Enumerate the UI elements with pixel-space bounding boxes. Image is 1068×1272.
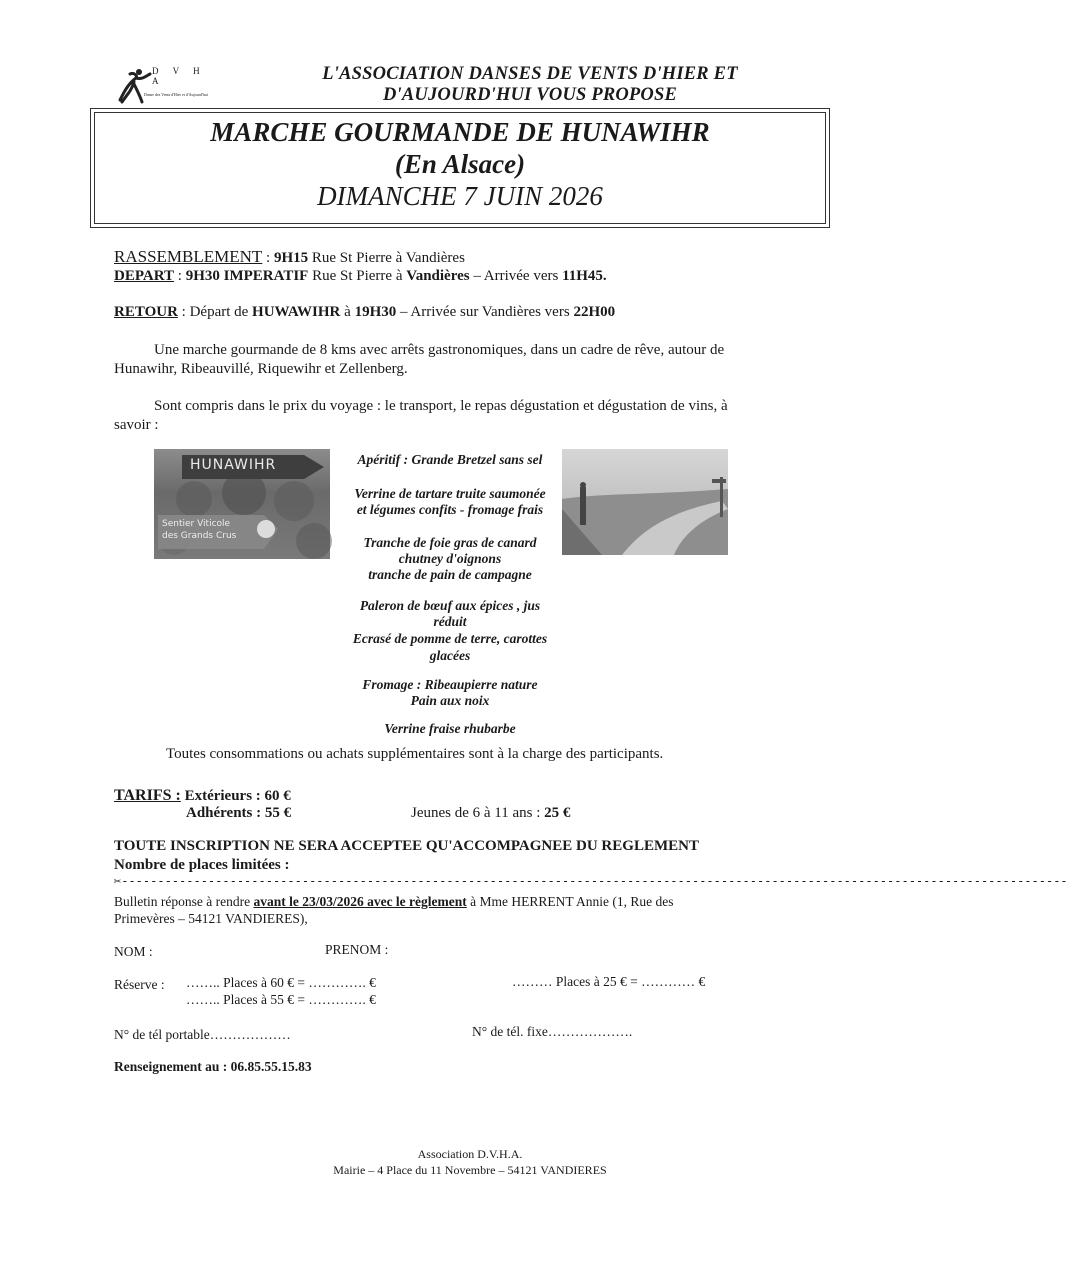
rassemblement-place: Rue St Pierre à Vandières [311,250,465,266]
tarif-exterieurs: Extérieurs : 60 € [184,788,291,804]
rassemblement-line: RASSEMBLEMENT : 9H15 Rue St Pierre à Vandières [114,247,465,266]
retour-prefix: Départ de [189,304,249,320]
reserve-25-row[interactable]: ……… Places à 25 € = ………… € [512,974,706,989]
menu-foie-gras-1: Tranche de foie gras de canard [363,535,537,550]
renseignement-phone: Renseignement au : 06.85.55.15.83 [114,1059,312,1074]
depart-time: 9H30 IMPERATIF [185,268,309,284]
tel-fixe-field[interactable]: N° de tél. fixe………………. [472,1024,633,1039]
retour-arrival-time: 22H00 [573,304,616,320]
cut-line: ✂----------------------------------------------------------------------------------------------------------------------------------- [114,874,1068,888]
rassemblement-label: RASSEMBLEMENT [114,247,263,266]
retour-label: RETOUR [114,304,178,320]
rassemblement-time: 9H15 [273,250,309,266]
sign-trail-line2: des Grands Crus [162,531,237,541]
footer-address: Mairie – 4 Place du 11 Novembre – 54121 VANDIERES [333,1163,607,1177]
event-title: MARCHE GOURMANDE DE HUNAWIHR [210,117,710,147]
depart-arrival-time: 11H45. [562,268,607,284]
tarifs-label: TARIFS : [114,787,181,804]
photo-vineyard-path [562,449,728,555]
inscription-warning: TOUTE INSCRIPTION NE SERA ACCEPTEE QU'ACCOMPAGNEE DU REGLEMENT [114,838,699,854]
footer-association: Association D.V.H.A. [417,1147,523,1161]
tarif-adherents: Adhérents : 55 € [186,805,292,821]
intro-p1-line2: Hunawihr, Ribeauvillé, Riquewihr et Zellenberg. [114,361,408,377]
menu-foie-gras-3: tranche de pain de campagne [368,567,532,582]
tarif-jeunes-label: Jeunes de 6 à 11 ans : [411,805,541,821]
tel-portable-field[interactable]: N° de tél portable……………… [114,1027,291,1042]
association-logo [112,62,212,112]
depart-arrival: – Arrivée vers [473,268,559,284]
intro-p1-line1: Une marche gourmande de 8 kms avec arrêts gastronomiques, dans un cadre de rêve, autour de [154,342,725,358]
photo-hunawihr-sign [154,449,330,559]
menu-foie-gras-2: chutney d'oignons [398,551,502,566]
header-line-1: L'ASSOCIATION DANSES DE VENTS D'HIER ET [322,64,738,84]
reserve-55-row[interactable]: …….. Places à 55 € = …………. € [186,992,376,1007]
menu-fromage: Fromage : Ribeaupierre nature [362,677,538,692]
retour-town: HUWAWIHR [252,304,341,320]
depart-line: DEPART : 9H30 IMPERATIF Rue St Pierre à Vandières – Arrivée vers 11H45. [114,268,607,284]
retour-line: RETOUR : Départ de HUWAWIHR à 19H30 – Arrivée sur Vandières vers 22H00 [114,304,616,320]
tarif-jeunes [411,803,570,824]
landscape-icon [562,449,728,555]
menu-ecrase-1: Ecrasé de pomme de terre, carottes [352,631,548,646]
event-region: (En Alsace) [394,149,526,179]
bulletin-address-line2: Primevères – 54121 VANDIERES), [114,911,308,926]
bulletin-address: à Mme HERRENT Annie (1, Rue des [470,894,674,909]
depart-label: DEPART [114,268,175,284]
menu-paleron-2: réduit [433,614,467,629]
logo-letters: D V H A [152,66,206,86]
bulletin-text [114,892,769,911]
depart-town: Vandières [406,268,470,284]
menu-ecrase-2: glacées [429,648,471,663]
retour-arrival: – Arrivée sur Vandières vers [400,304,570,320]
tarif-jeunes-price: 25 € [544,805,571,821]
sign-trail-line1: Sentier Viticole [162,519,231,529]
menu-verrine-2: et légumes confits - fromage frais [356,502,544,517]
reserve-60-row[interactable]: …….. Places à 60 € = …………. € [186,975,376,990]
reserve-label: Réserve : [114,977,165,992]
title-box [90,108,830,228]
retour-at: à [344,304,351,320]
menu-pain: Pain aux noix [410,693,490,708]
menu-verrine-1: Verrine de tartare truite saumonée [354,486,546,501]
extra-charges-note: Toutes consommations ou achats supplémentaires sont à la charge des participants. [166,746,664,762]
menu-dessert: Verrine fraise rhubarbe [384,721,516,736]
event-date: DIMANCHE 7 JUIN 2026 [317,181,603,211]
bulletin-deadline: avant le 23/03/2026 avec le règlement [253,894,467,909]
header-line-2: D'AUJOURD'HUI VOUS PROPOSE [382,85,678,105]
logo-tagline: Danse des Vents d'Hier et d'Aujourd'hui [144,92,208,97]
nom-field-label[interactable]: NOM : [114,944,153,959]
intro-p2-line2: savoir : [114,417,159,433]
depart-place: Rue St Pierre à [312,268,403,284]
intro-p2-line1: Sont compris dans le prix du voyage : le transport, le repas dégustation et dégustation de vins, à [154,398,728,414]
menu-aperitif: Apéritif : Grande Bretzel sans sel [357,452,543,467]
sign-town-name: HUNAWIHR [190,457,277,473]
menu-paleron-1: Paleron de bœuf aux épices , jus [359,598,541,613]
prenom-field-label[interactable]: PRENOM : [325,942,389,957]
places-limitees: Nombre de places limitées : [114,857,290,873]
retour-time: 19H30 [354,304,397,320]
bulletin-prefix: Bulletin réponse à rendre [114,894,251,909]
